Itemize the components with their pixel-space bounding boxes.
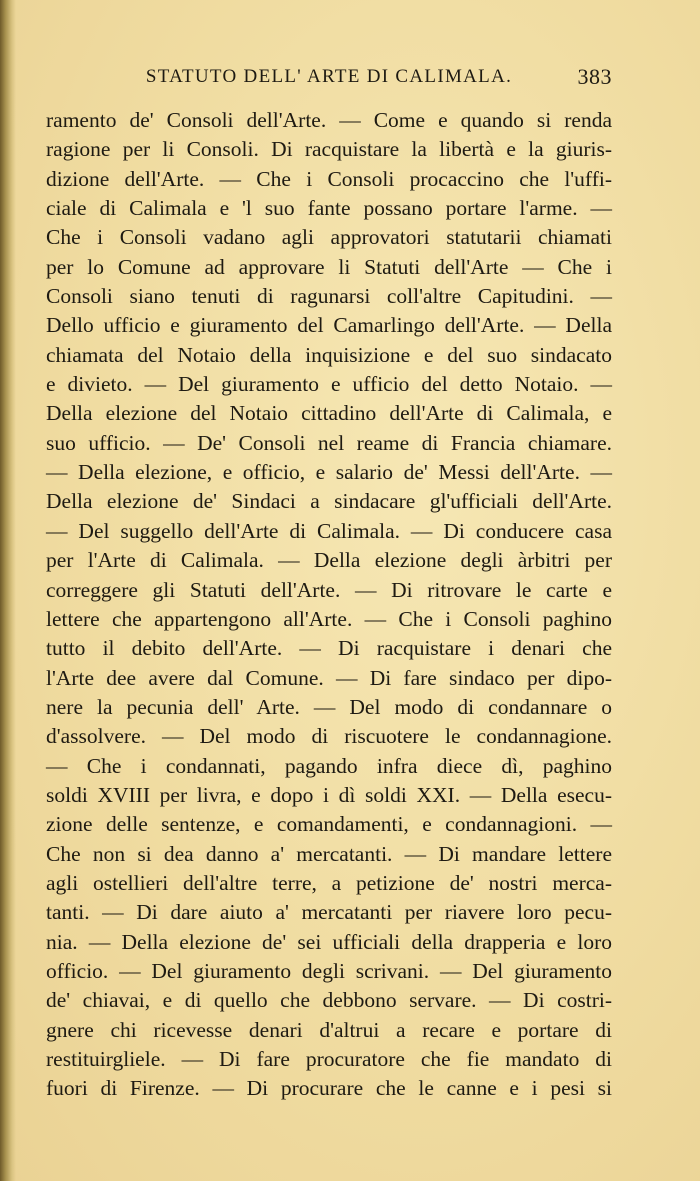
text-line: agli ostellieri dell'altre terre, a petizione de' nostri merca-: [46, 870, 612, 895]
text-line: — Che i condannati, pagando infra diece dì, paghino: [46, 753, 612, 778]
text-line: — Del suggello dell'Arte di Calimala. — Di conducere casa: [46, 518, 612, 543]
text-line: Consoli siano tenuti di ragunarsi coll'altre Capitudini. —: [46, 284, 612, 309]
text-line: correggere gli Statuti dell'Arte. — Di ritrovare le carte e: [46, 577, 612, 602]
text-line: soldi XVIII per livra, e dopo i dì soldi XXI. — Della esecu-: [46, 782, 612, 807]
text-line: Che i Consoli vadano agli approvatori statutarii chiamati: [46, 225, 612, 250]
text-line: ciale di Calimala e 'l suo fante possano portare l'arme. —: [46, 196, 612, 221]
running-title: STATUTO DELL' ARTE DI CALIMALA.: [145, 66, 513, 87]
text-line: Della elezione de' Sindaci a sindacare gl'ufficiali dell'Arte.: [46, 489, 612, 514]
text-line: per l'Arte di Calimala. — Della elezione degli àrbitri per: [46, 548, 612, 573]
text-line: nere la pecunia dell' Arte. — Del modo di condannare o: [46, 694, 612, 719]
page-number: 383: [577, 64, 612, 89]
text-line: fuori di Firenze. — Di procurare che le canne e i pesi si: [46, 1076, 612, 1101]
text-line: Che non si dea danno a' mercatanti. — Di mandare lettere: [46, 841, 612, 866]
text-line: de' chiavai, e di quello che debbono servare. — Di costri-: [46, 988, 612, 1013]
text-line: suo ufficio. — De' Consoli nel reame di Francia chiamare.: [46, 430, 612, 455]
text-line: restituirgliele. — Di fare procuratore che fie mandato di: [46, 1047, 612, 1071]
text-line: dizione dell'Arte. — Che i Consoli procaccino che l'uffi-: [46, 166, 612, 191]
text-line: lettere che appartengono all'Arte. — Che i Consoli paghino: [46, 606, 612, 631]
text-line: d'assolvere. — Del modo di riscuotere le condannagione.: [46, 724, 612, 749]
text-line: chiamata del Notaio della inquisizione e del suo sindacato: [46, 342, 612, 367]
text-line: e divieto. — Del giuramento e ufficio del detto Notaio. —: [46, 372, 612, 397]
text-line: tutto il debito dell'Arte. — Di racquistare i denari che: [46, 636, 612, 661]
text-line: tanti. — Di dare aiuto a' mercatanti per riavere loro pecu-: [46, 900, 612, 925]
text-line: l'Arte dee avere dal Comune. — Di fare sindaco per dipo-: [46, 665, 612, 690]
text-line: officio. — Del giuramento degli scrivani. — Del giuramento: [46, 958, 612, 983]
text-line: nia. — Della elezione de' sei ufficiali della drapperia e loro: [46, 929, 612, 954]
binding-edge: [0, 0, 16, 1181]
text-line: ramento de' Consoli dell'Arte. — Come e quando si renda: [46, 108, 612, 132]
text-line: zione delle sentenze, e comandamenti, e condannagioni. —: [46, 812, 612, 837]
text-line: — Della elezione, e officio, e salario de' Messi dell'Arte. —: [46, 460, 612, 485]
text-line: Della elezione del Notaio cittadino dell'Arte di Calimala, e: [46, 401, 612, 426]
text-line: gnere chi ricevesse denari d'altrui a recare e portare di: [46, 1017, 612, 1042]
text-line: ragione per li Consoli. Di racquistare la libertà e la giuris-: [46, 137, 612, 162]
running-header: [46, 62, 612, 96]
text-line: per lo Comune ad approvare li Statuti dell'Arte — Che i: [46, 254, 612, 279]
body-text: [46, 106, 612, 1104]
text-line: Dello ufficio e giuramento del Camarlingo dell'Arte. — Della: [46, 313, 612, 338]
